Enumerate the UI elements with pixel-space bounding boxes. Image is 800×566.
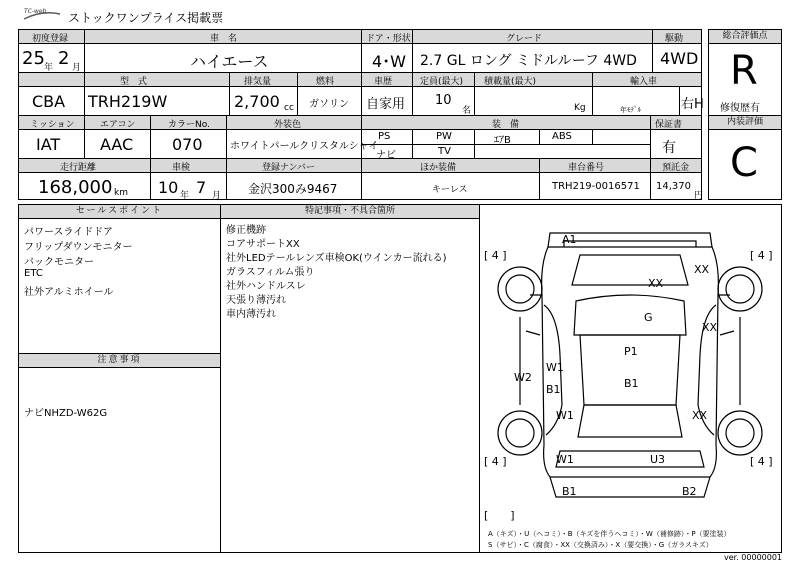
sales-points-header	[19, 205, 220, 218]
exterior-value: ホワイトパールクリスタルシャイ	[230, 141, 379, 152]
equip-airbag: ｴｱB	[494, 135, 511, 146]
bracket-label: [ ]	[484, 509, 515, 522]
chassis-value: TRH219-0016571	[552, 181, 640, 192]
logo-text: TC-web	[24, 8, 47, 15]
damage-mark: U3	[650, 453, 666, 466]
sales-point: 社外アルミホイール	[24, 287, 114, 298]
label-color-no: カラーNo.	[168, 120, 210, 130]
label-first-reg: 初度登録	[32, 34, 69, 44]
label-usage: 車歴	[374, 77, 393, 87]
label-car-name: 車 名	[210, 34, 238, 44]
logo	[22, 7, 62, 21]
note-item: ナビNHZD-W62G	[24, 408, 108, 419]
usage-value: 自家用	[366, 97, 406, 112]
damage-mark: G	[644, 311, 653, 324]
model-prefix: CBA	[32, 92, 66, 111]
label-other-equip: ほか装備	[420, 163, 457, 173]
label-capacity: 定員(最大)	[420, 77, 464, 87]
row1-header	[19, 30, 701, 43]
label-inspection: 車検	[172, 163, 191, 173]
total-grade: R	[730, 48, 758, 94]
damage-mark: B1	[624, 377, 639, 390]
label-notes: 注意事項	[97, 355, 142, 365]
reg-month-unit: 月	[72, 63, 82, 73]
special-note: 社外ハンドルスレ	[226, 281, 306, 292]
equip-tv: TV	[438, 146, 451, 157]
doors-value: 4･W	[372, 52, 407, 71]
km-unit: km	[114, 188, 128, 198]
reg-year: 25	[22, 48, 45, 69]
handle-value: 右H	[681, 97, 704, 112]
label-total-grade: 総合評価点	[722, 31, 768, 41]
label-aircon: エアコン	[100, 120, 136, 130]
aircon-value: AAC	[100, 135, 134, 154]
page-title: ストックワンプライス掲載票	[68, 11, 224, 25]
notes-panel	[18, 353, 221, 553]
damage-mark: B1	[562, 485, 577, 498]
damage-mark: W1	[556, 453, 574, 466]
special-note: 車内薄汚れ	[226, 309, 276, 320]
cc-unit: cc	[284, 103, 294, 113]
grade-value: 2.7 GL ロング ミドルルーフ 4WD	[420, 53, 637, 69]
equip-pw: PW	[436, 131, 452, 142]
kg-unit: Kg	[574, 103, 586, 113]
mileage-value: 168,000	[38, 177, 113, 198]
special-note: 天張り薄汚れ	[226, 295, 286, 306]
label-grade: グレード	[506, 34, 543, 44]
label-interior-grade: 内装評価	[726, 117, 763, 127]
equip-ps: PS	[378, 131, 391, 142]
label-chassis: 車台番号	[568, 163, 605, 173]
vehicle-diagram	[480, 205, 781, 552]
label-equipment: 装 備	[492, 120, 520, 130]
label-doors: ドア・形状	[366, 34, 411, 44]
special-note: 修正機跡	[226, 225, 266, 236]
tire-label: [ 4 ]	[750, 249, 773, 262]
sales-point: パワースライドドア	[24, 227, 113, 238]
insp-month: 7	[196, 178, 207, 197]
model-value: TRH219W	[88, 92, 168, 111]
label-exterior: 外装色	[274, 120, 302, 130]
tire-label: [ 4 ]	[484, 455, 507, 468]
displacement-value: 2,700	[234, 92, 280, 111]
label-model: 型 式	[120, 77, 148, 87]
label-sales-points: セールスポイント	[75, 206, 164, 216]
drive-value: 4WD	[660, 49, 699, 68]
person-unit: 名	[462, 106, 472, 116]
damage-mark: XX	[692, 409, 708, 422]
special-note: コアサポートXX	[226, 239, 300, 250]
label-mileage: 走行距離	[60, 163, 97, 173]
model-year-unit: 年ﾓﾃﾞﾙ	[620, 106, 641, 114]
tire-label: [ 4 ]	[750, 455, 773, 468]
label-special-notes: 特記事項・不具合箇所	[304, 206, 395, 216]
label-import: 輸入車	[630, 77, 658, 87]
reg-month: 2	[58, 48, 70, 69]
special-notes-header	[221, 205, 479, 218]
total-grade-sub: 修復歴有	[720, 103, 760, 114]
tire-label: [ 4 ]	[484, 249, 507, 262]
grade-header	[709, 30, 781, 43]
damage-mark: XX	[648, 277, 664, 290]
other-equip-value: キーレス	[432, 185, 468, 195]
equip-navi: ナビ	[376, 150, 396, 161]
damage-mark: W2	[514, 371, 532, 384]
insp-year: 10	[158, 178, 179, 197]
damage-mark: W1	[556, 409, 574, 422]
damage-mark: P1	[624, 345, 638, 358]
damage-mark: A1	[562, 233, 577, 246]
interior-header	[709, 116, 781, 129]
legend-line-2: S（サビ）・C（腐食）・XX（交換済み）・X（要交換）・G（ガラスキズ）	[488, 541, 713, 549]
label-max-load: 積載量(最大)	[484, 77, 537, 87]
sales-point: フリップダウンモニター	[24, 242, 133, 253]
equip-abs: ABS	[552, 131, 572, 142]
label-displacement: 排気量	[244, 77, 272, 87]
recycle-value: 14,370	[656, 181, 691, 192]
label-fuel: 燃料	[316, 77, 335, 87]
sales-point: バックモニター	[24, 257, 94, 268]
mission-value: IAT	[36, 135, 61, 154]
color-no-value: 070	[172, 135, 203, 154]
label-mission: ミッション	[30, 120, 75, 130]
fuel-value: ガソリン	[309, 99, 349, 110]
capacity-value: 10	[435, 93, 452, 108]
damage-mark: B2	[682, 485, 697, 498]
damage-mark: XX	[694, 263, 710, 276]
damage-mark: XX	[702, 321, 718, 334]
insp-month-unit: 月	[212, 191, 222, 201]
yen-unit: 円	[694, 191, 704, 201]
car-name: ハイエース	[190, 52, 269, 71]
damage-mark: W1	[546, 361, 564, 374]
special-note: 社外LEDテールレンズ車検OK(ウインカー流れる)	[226, 253, 447, 264]
plate-value: 金沢300み9467	[248, 182, 338, 196]
insp-year-unit: 年	[180, 191, 190, 201]
label-warranty: 保証書	[655, 120, 683, 130]
interior-grade: C	[730, 140, 758, 186]
label-recycle: 預託金	[662, 163, 690, 173]
sales-point: ETC	[24, 268, 43, 279]
warranty-value: 有	[662, 140, 676, 156]
damage-mark: B1	[546, 383, 561, 396]
reg-year-unit: 年	[44, 63, 54, 73]
label-drive: 駆動	[665, 34, 684, 44]
legend-line-1: A（キズ）・U（ヘコミ）・B（キズを伴うヘコミ）・W（補修跡）・P（要塗装）	[488, 530, 731, 538]
label-plate: 登録ナンバー	[262, 163, 315, 173]
special-note: ガラスフィルム張り	[226, 267, 315, 278]
notes-header	[19, 354, 220, 367]
version-label: ver. 00000001	[724, 553, 783, 562]
